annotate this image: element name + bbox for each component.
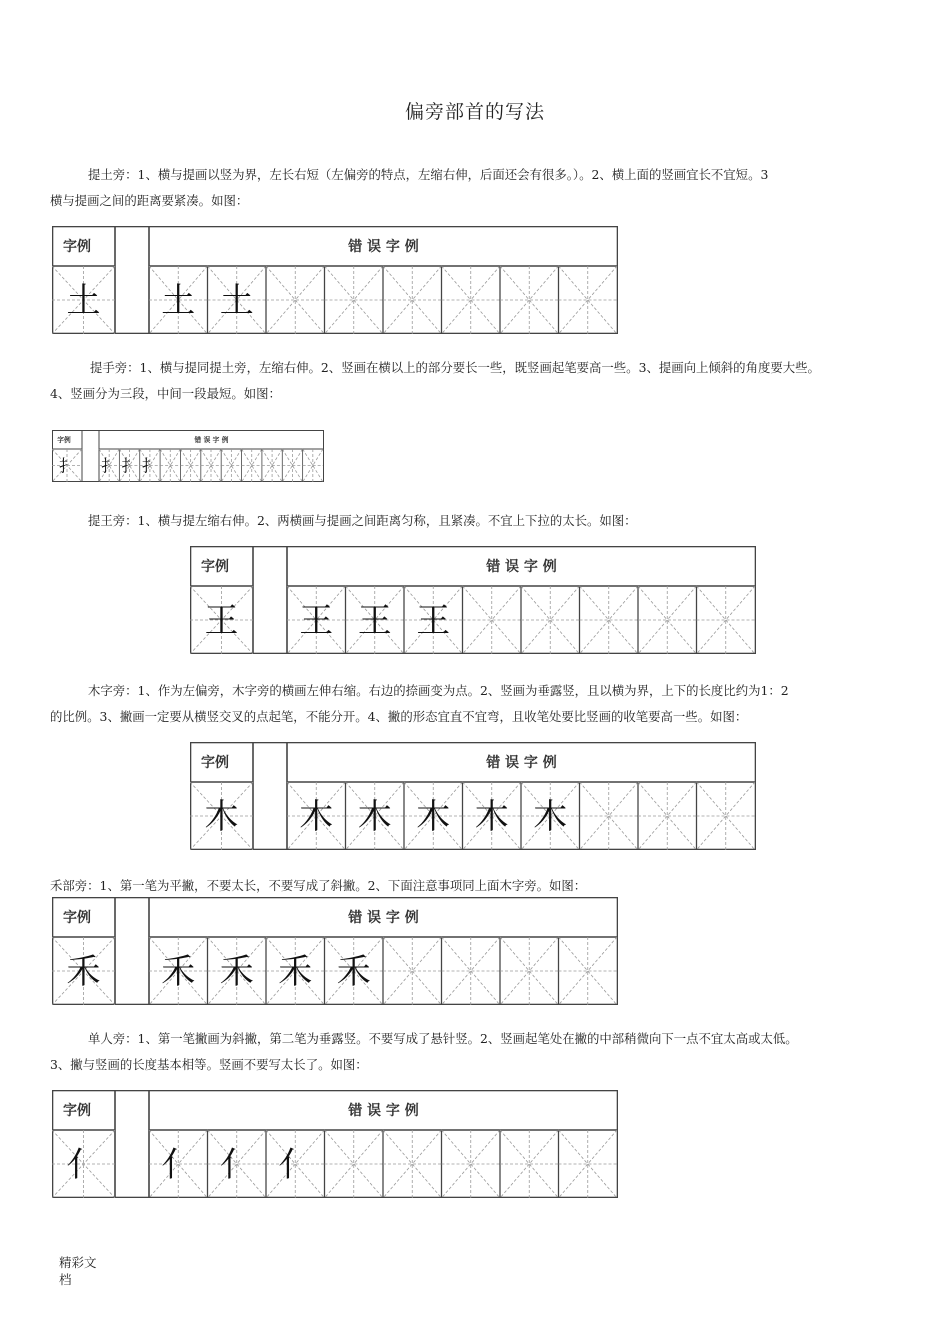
error-character: 土 — [161, 281, 196, 322]
sample-character: 扌 — [58, 456, 76, 476]
paragraph-line: 的比例。3、撇画一定要从横竖交叉的点起笔，不能分开。4、撇的形态宜直不宜弯，且收笔处要比竖画的收笔要高一些。如图： — [50, 709, 748, 724]
section-text-tishou-tu — [50, 162, 768, 214]
section-text-danren — [50, 1026, 798, 1078]
grid-frame — [53, 1091, 618, 1198]
sample-label: 字例 — [57, 435, 71, 444]
practice-grid — [190, 742, 756, 850]
paragraph-line: 木字旁：1、作为左偏旁，木字旁的横画左伸右缩。右边的捺画变为点。2、竖画为垂露竖，且以横为界，上下的长度比约为1：2 — [88, 683, 789, 698]
error-label: 错 误 字 例 — [194, 435, 229, 444]
error-character: 扌 — [121, 456, 138, 476]
error-character: 木 — [533, 797, 568, 838]
section-text-tishou — [50, 355, 820, 407]
error-character: 木 — [474, 797, 509, 838]
error-character: 禾 — [219, 952, 254, 993]
error-character: 木 — [357, 797, 392, 838]
grid-frame — [191, 743, 756, 850]
paragraph-line: 提土旁：1、横与提画以竖为界，左长右短（左偏旁的特点，左缩右伸，后面还会有很多。）。2、横上面的竖画宜长不宜短。3 — [88, 167, 769, 182]
error-label: 错 误 字 例 — [348, 910, 419, 927]
paragraph-line: 提王旁：1、横与提左缩右伸。2、两横画与提画之间距离匀称，且紧凑。不宜上下拉的太长。如图： — [88, 513, 637, 528]
error-character: 禾 — [336, 952, 371, 993]
error-label: 错 误 字 例 — [486, 755, 557, 772]
error-character: 木 — [299, 797, 334, 838]
sample-label: 字例 — [63, 1103, 91, 1120]
section-text-muzi — [50, 678, 789, 730]
error-character: 土 — [219, 281, 254, 322]
paragraph-line: 单人旁：1、第一笔撇画为斜撇，第二笔为垂露竖。不要写成了悬针竖。2、竖画起笔处在撇的中部稍微向下一点不宜太高或太低。 — [88, 1031, 798, 1046]
page-title: 偏旁部首的写法 — [404, 101, 545, 123]
sample-character: 王 — [204, 601, 239, 642]
error-character: 扌 — [141, 456, 159, 476]
error-character: 王 — [357, 601, 392, 642]
section-text-hebu — [50, 873, 586, 899]
error-character: 禾 — [278, 952, 313, 993]
grid-frame — [53, 898, 618, 1005]
sample-character: 禾 — [66, 952, 101, 993]
error-label: 错 误 字 例 — [348, 239, 419, 256]
sample-label: 字例 — [63, 239, 91, 256]
error-label: 错 误 字 例 — [486, 559, 557, 576]
practice-grid — [52, 1090, 618, 1198]
sample-label: 字例 — [63, 910, 91, 927]
sample-label: 字例 — [201, 755, 229, 772]
practice-grid — [52, 430, 324, 482]
paragraph-line: 3、撇与竖画的长度基本相等。竖画不要写太长了。如图： — [50, 1057, 368, 1072]
grid-frame — [53, 431, 324, 482]
error-character: 亻 — [219, 1145, 254, 1186]
sample-label: 字例 — [201, 559, 229, 576]
footer-line: 档 — [59, 1272, 72, 1287]
practice-grid — [190, 546, 756, 654]
footer-line: 精彩文 — [59, 1255, 97, 1270]
grid-frame — [53, 227, 618, 334]
grid-frame — [191, 547, 756, 654]
sample-character: 土 — [66, 281, 101, 322]
error-character: 王 — [416, 601, 451, 642]
footer — [59, 1254, 119, 1288]
error-character: 木 — [416, 797, 451, 838]
sample-character: 木 — [204, 797, 239, 838]
error-label: 错 误 字 例 — [348, 1103, 419, 1120]
paragraph-line: 横与提画之间的距离要紧凑。如图： — [50, 193, 249, 208]
error-character: 扌 — [101, 456, 118, 476]
error-character: 禾 — [161, 952, 196, 993]
error-character: 亻 — [278, 1145, 313, 1186]
section-text-tiwang — [50, 508, 637, 534]
practice-grid — [52, 897, 618, 1005]
paragraph-line: 禾部旁：1、第一笔为平撇，不要太长，不要写成了斜撇。2、下面注意事项同上面木字旁。如图： — [50, 878, 587, 893]
sample-character: 亻 — [66, 1145, 101, 1186]
error-character: 王 — [299, 601, 334, 642]
paragraph-line: 4、竖画分为三段，中间一段最短。如图： — [50, 386, 281, 401]
error-character: 亻 — [161, 1145, 196, 1186]
paragraph-line: 提手旁：1、横与提同提土旁，左缩右伸。2、竖画在横以上的部分要长一些，既竖画起笔要高一些。3、提画向上倾斜的角度要大些。 — [90, 360, 820, 375]
practice-grid — [52, 226, 618, 334]
